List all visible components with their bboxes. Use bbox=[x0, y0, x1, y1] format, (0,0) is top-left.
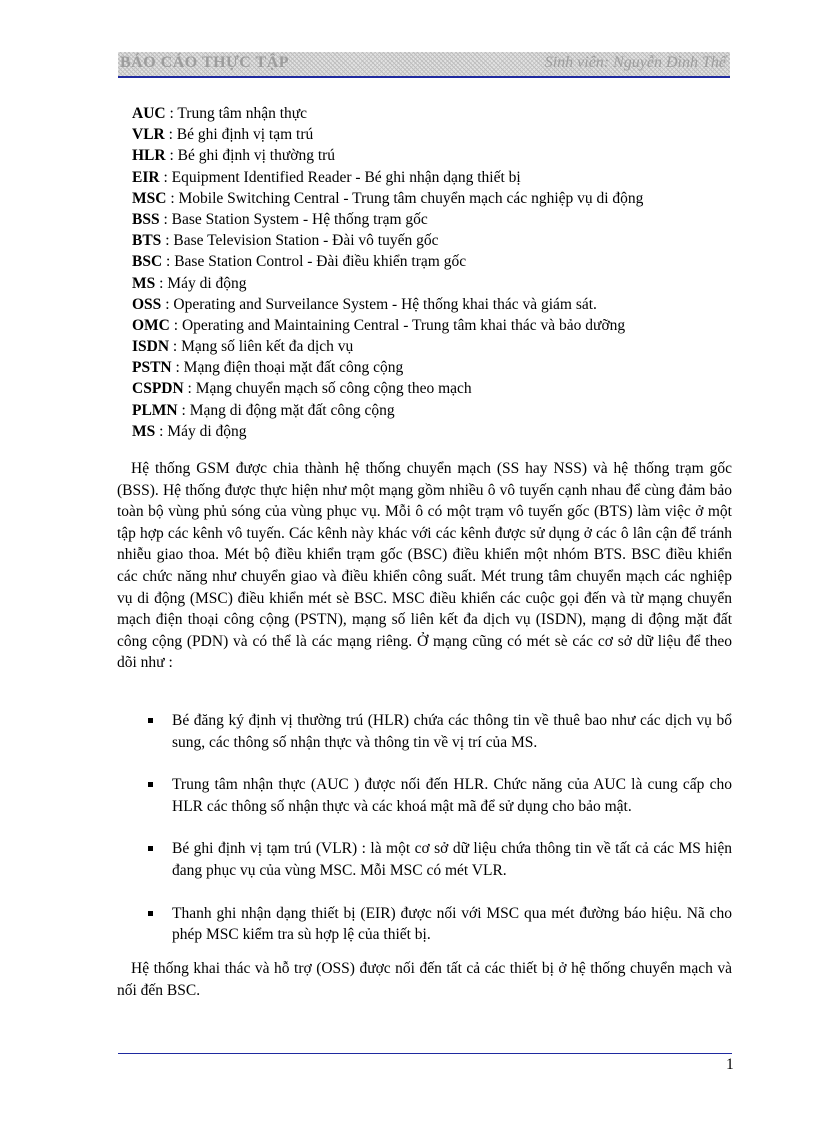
abbreviation-row bbox=[132, 209, 752, 230]
abbreviation-row bbox=[132, 336, 752, 357]
abbreviation-term: HLR bbox=[132, 147, 166, 165]
abbreviation-row bbox=[132, 294, 752, 315]
abbreviation-row bbox=[132, 251, 752, 272]
abbreviation-row bbox=[132, 145, 752, 166]
abbreviation-term: MSC bbox=[132, 189, 167, 207]
abbreviation-term: CSPDN bbox=[132, 380, 184, 398]
bullet-square-icon bbox=[148, 782, 153, 787]
abbreviation-term: BSS bbox=[132, 210, 160, 228]
abbreviation-definition: : Máy di động bbox=[155, 422, 247, 440]
abbreviation-definition: : Equipment Identified Reader - Bé ghi nhận dạng thiết bị bbox=[159, 168, 521, 186]
abbreviation-definition: : Bé ghi định vị tạm trú bbox=[164, 126, 314, 144]
bullet-item bbox=[148, 838, 732, 881]
abbreviation-list bbox=[132, 103, 752, 442]
abbreviation-definition: : Operating and Maintaining Central - Trung tâm khai thác và bảo dưỡng bbox=[169, 316, 626, 334]
abbreviation-definition: : Trung tâm nhận thực bbox=[165, 105, 308, 122]
abbreviation-term: BSC bbox=[132, 253, 163, 271]
abbreviation-definition: : Base Station System - Hệ thống trạm gốc bbox=[159, 210, 428, 228]
bullet-item bbox=[148, 903, 732, 946]
abbreviation-row bbox=[132, 400, 752, 421]
abbreviation-definition: : Mạng di động mặt đất công cộng bbox=[177, 401, 395, 419]
intro-paragraph: Hệ thống GSM được chia thành hệ thống chuyển mạch (SS hay NSS) và hệ thống trạm gốc (BSS). Hệ thống được thực hiện như một mạng gồm nhiều ô vô tuyến cạnh nhau để cùng đảm bảo toàn bộ vùng phủ sóng của vùng phục vụ. Mỗi ô có một trạm vô tuyến gốc (BTS) làm việc ở một tập hợp các kênh vô tuyến. Các kênh này khác với các kênh được sử dụng ở các ô lân cận để tránh nhiễu giao thoa. Mét bộ điều khiển trạm gốc (BSC) điều khiển một nhóm BTS. BSC điều khiển các chức năng như chuyển giao và điều khiển công suất. Mét trung tâm chuyển mạch các nghiệp vụ di động (MSC) điều khiển mét sè BSC. MSC điều khiển các cuộc gọi đến và từ mạng chuyển mạch điện thoại công cộng (PSTN), mạng số liên kết đa dịch vụ (ISDN), mạng di động mặt đất công cộng (PDN) và có thể là các mạng riêng. Ở mạng cũng có mét sè các cơ sở dữ liệu để theo dõi như : bbox=[117, 460, 732, 672]
abbreviation-term: MS bbox=[132, 422, 156, 440]
student-name: Sinh viên: Nguyễn Đình Thế bbox=[544, 54, 726, 71]
abbreviation-row bbox=[132, 103, 752, 124]
abbreviation-term: OSS bbox=[132, 295, 162, 313]
abbreviation-definition: : Máy di động bbox=[155, 274, 247, 292]
abbreviation-definition: : Mobile Switching Central - Trung tâm chuyển mạch các nghiệp vụ di động bbox=[166, 189, 644, 207]
abbreviation-row bbox=[132, 124, 752, 145]
abbreviation-row bbox=[132, 230, 752, 251]
page-header bbox=[118, 52, 730, 78]
page-number: 1 bbox=[726, 1056, 734, 1073]
abbreviation-row bbox=[132, 357, 752, 378]
abbreviation-term: PLMN bbox=[132, 401, 178, 419]
bullet-item bbox=[148, 774, 732, 817]
abbreviation-row bbox=[132, 378, 752, 399]
abbreviation-definition: : Mạng điện thoại mặt đất công cộng bbox=[171, 359, 404, 377]
abbreviation-definition: : Bé ghi định vị thường trú bbox=[165, 147, 336, 165]
database-bullet-list bbox=[148, 710, 732, 967]
abbreviation-term: EIR bbox=[132, 168, 160, 186]
abbreviation-term: VLR bbox=[132, 126, 165, 144]
abbreviation-term: AUC bbox=[132, 105, 166, 122]
abbreviation-term: PSTN bbox=[132, 359, 172, 377]
bullet-item bbox=[148, 710, 732, 753]
abbreviation-row bbox=[132, 273, 752, 294]
abbreviation-definition: : Base Television Station - Đài vô tuyến gốc bbox=[161, 232, 439, 250]
footer-divider bbox=[118, 1053, 732, 1054]
abbreviation-definition: : Mạng số liên kết đa dịch vụ bbox=[169, 338, 354, 356]
report-title: BÁO CÁO THỰC TẬP bbox=[120, 54, 290, 71]
abbreviation-definition: : Base Station Control - Đài điều khiển trạm gốc bbox=[162, 253, 467, 271]
abbreviation-term: OMC bbox=[132, 316, 170, 334]
bullet-square-icon bbox=[148, 911, 153, 916]
abbreviation-row bbox=[132, 315, 752, 336]
closing-paragraph: Hệ thống khai thác và hỗ trợ (OSS) được nối đến tất cả các thiết bị ở hệ thống chuyển mạch và nối đến BSC. bbox=[117, 960, 732, 999]
bullet-square-icon bbox=[148, 846, 153, 851]
bullet-text: Thanh ghi nhận dạng thiết bị (EIR) được nối với MSC qua mét đường báo hiệu. Nã cho phép MSC kiểm tra sù hợp lệ của thiết bị. bbox=[172, 904, 732, 944]
abbreviation-term: MS bbox=[132, 274, 156, 292]
abbreviation-row bbox=[132, 167, 752, 188]
abbreviation-definition: : Mạng chuyển mạch số công cộng theo mạch bbox=[183, 380, 472, 398]
abbreviation-row bbox=[132, 421, 752, 442]
abbreviation-row bbox=[132, 188, 752, 209]
abbreviation-term: BTS bbox=[132, 232, 162, 250]
abbreviation-definition: : Operating and Surveilance System - Hệ thống khai thác và giám sát. bbox=[161, 295, 597, 313]
bullet-text: Bé ghi định vị tạm trú (VLR) : là một cơ sở dữ liệu chứa thông tin về tất cả các MS hiện đang phục vụ của vùng MSC. Mỗi MSC có mét VLR. bbox=[172, 840, 732, 879]
bullet-text: Bé đăng ký định vị thường trú (HLR) chứa các thông tin về thuê bao như các dịch vụ bổ sung, các thông số nhận thực và thông tin về vị trí của MS. bbox=[172, 712, 732, 751]
bullet-square-icon bbox=[148, 718, 153, 723]
abbreviation-term: ISDN bbox=[132, 338, 170, 356]
bullet-text: Trung tâm nhận thực (AUC ) được nối đến HLR. Chức năng của AUC là cung cấp cho HLR các thông số nhận thực và các khoá mật mã để sử dụng cho bảo mật. bbox=[172, 776, 732, 815]
